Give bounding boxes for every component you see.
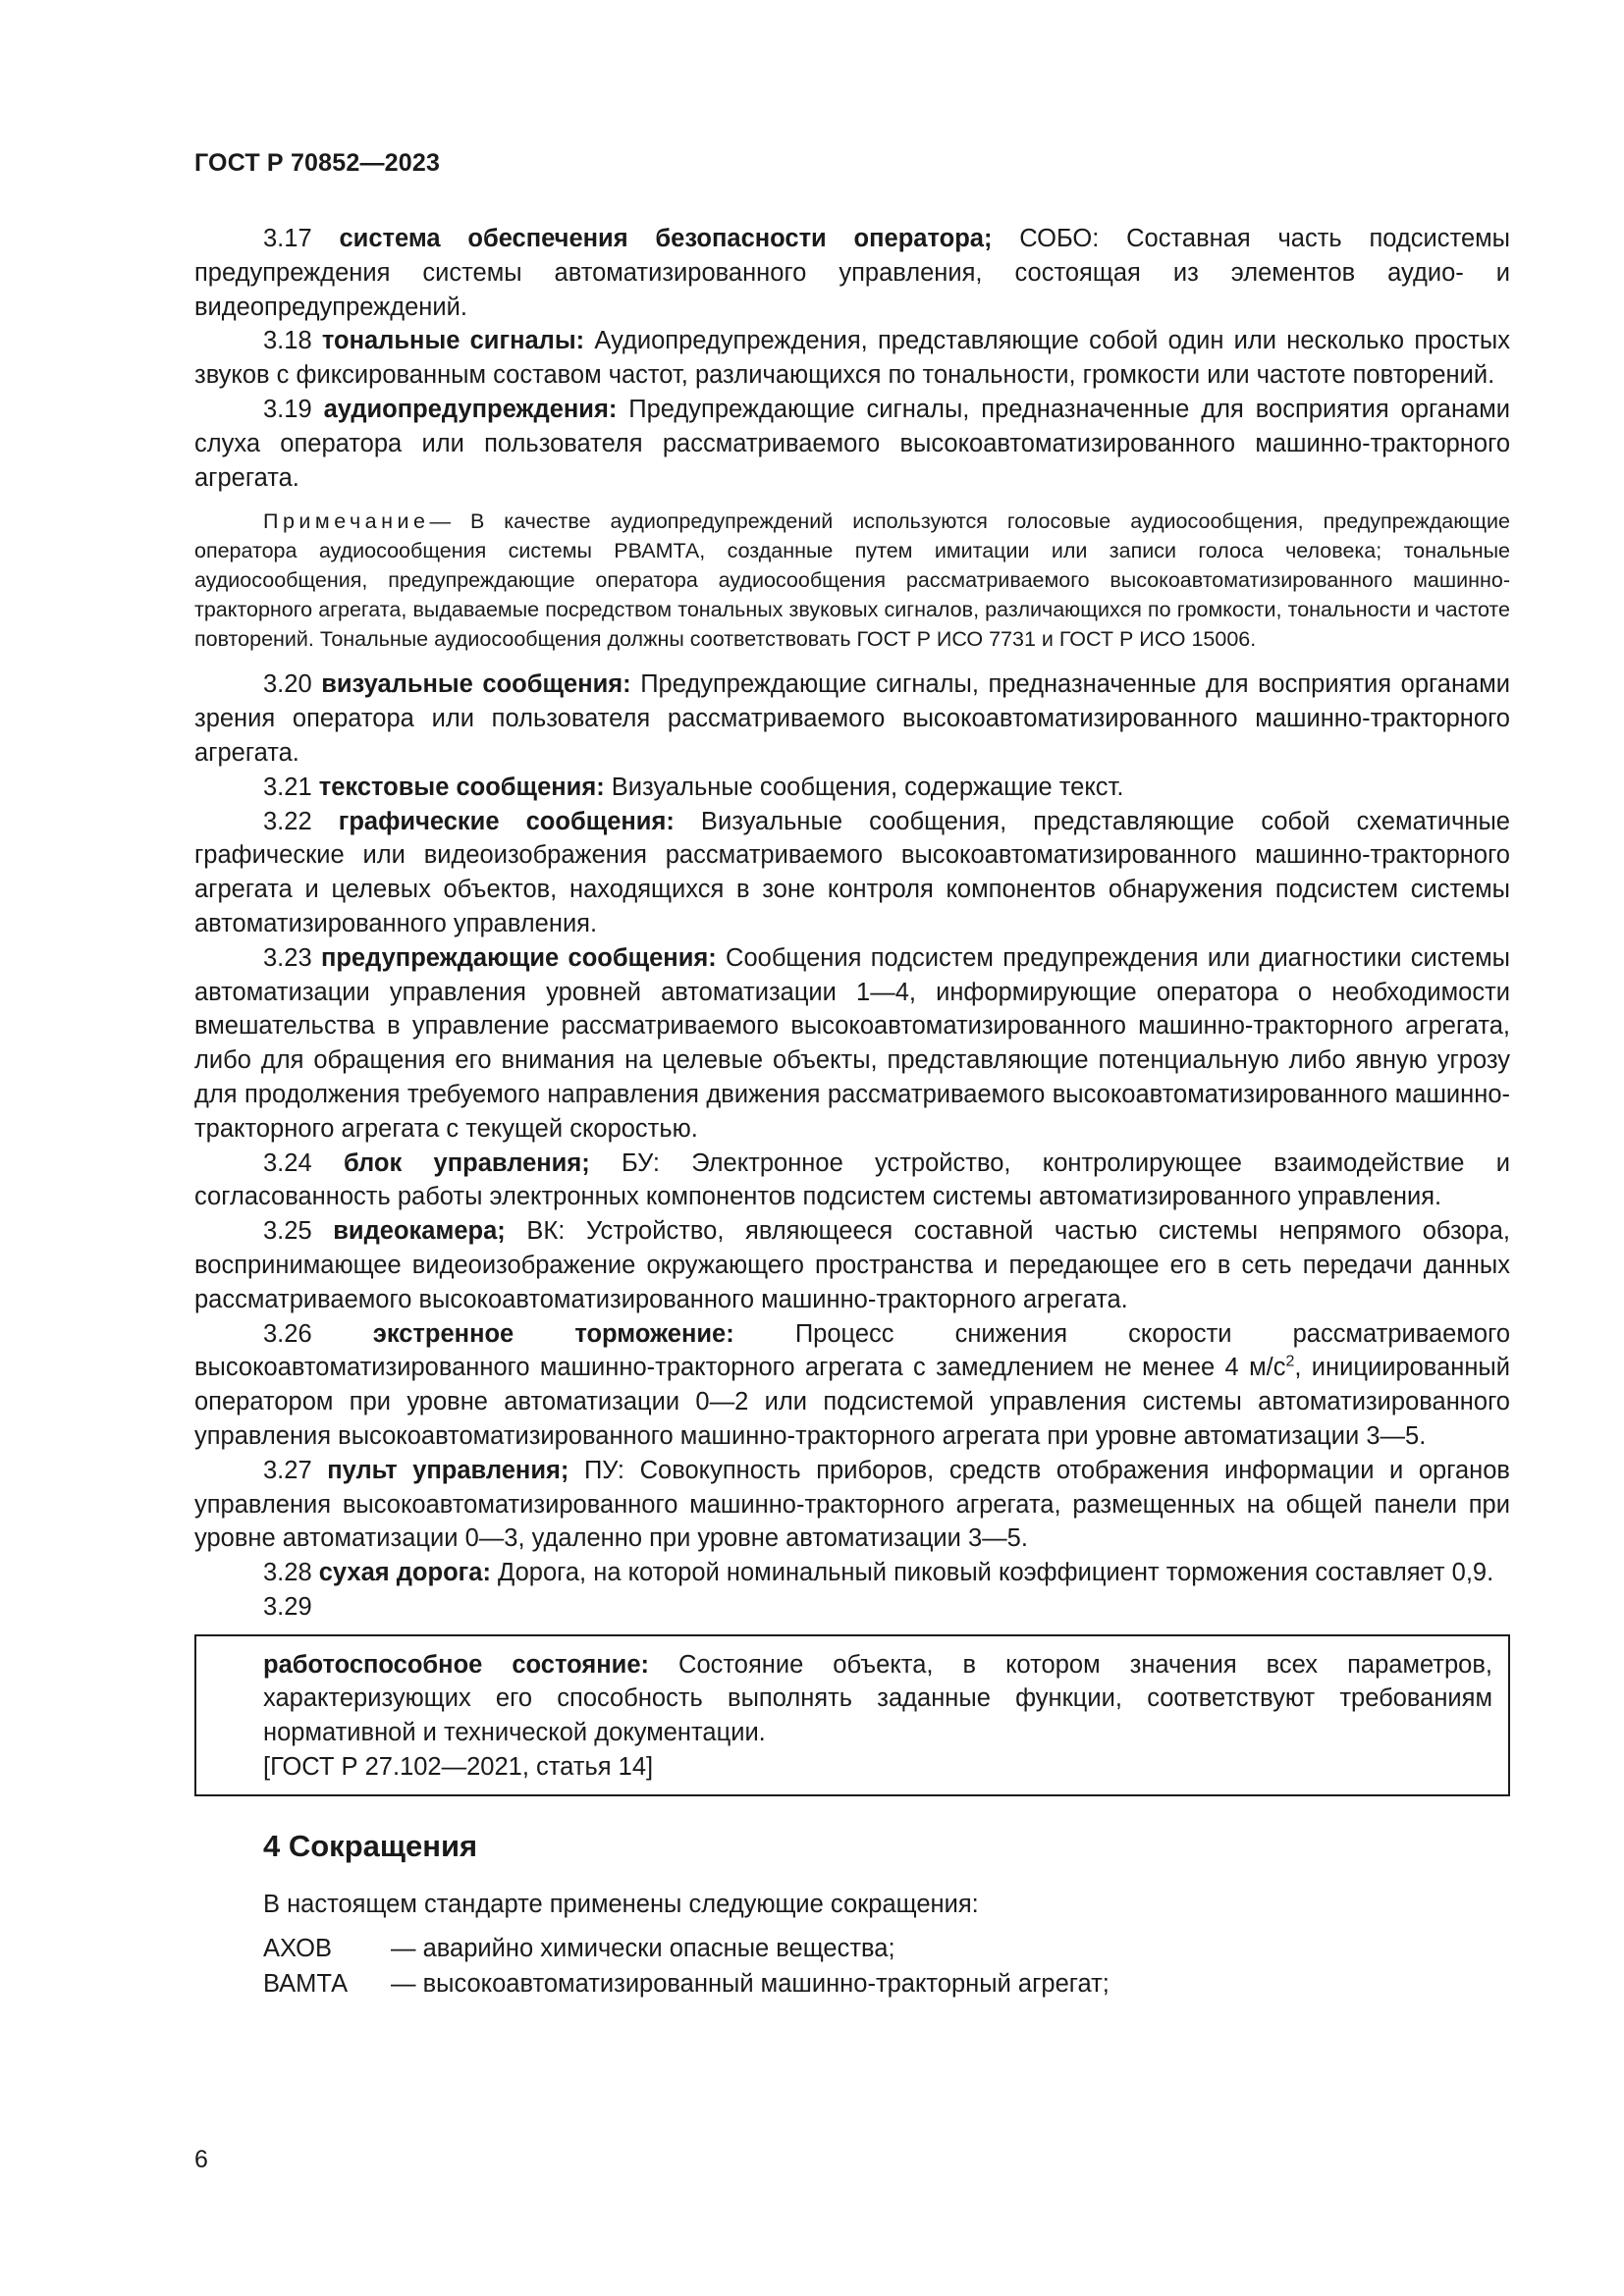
term-entry: 3.21 текстовые сообщения: Визуальные сообщения, содержащие текст. bbox=[263, 773, 1124, 801]
abbreviation-row bbox=[194, 1931, 1510, 1966]
definition-box bbox=[194, 1634, 1510, 1796]
section-intro: В настоящем стандарте применены следующие сокращения: bbox=[263, 1890, 979, 1918]
abbreviation-row bbox=[194, 1966, 1510, 2002]
page-number: 6 bbox=[194, 2146, 208, 2173]
term-entry: 3.23 предупреждающие сообщения: Сообщения подсистем предупреждения или диагностики системы автоматизации управления уровней автоматизации 1—4, информирующие оператора о необходимости вмешательства в управление рассматриваемого высокоавтоматизированного машинно-тракторного агрегата, либо для обращения его внимания на целевые объекты, представляющие потенциальную либо явную угрозу для продолжения требуемого направления движения рассматриваемого высокоавтоматизированного машинно-тракторного агрегата с текущей скоростью. bbox=[194, 943, 1510, 1143]
abbreviation-definition: — аварийно химически опасные вещества; bbox=[391, 1935, 895, 1963]
document-header: ГОСТ Р 70852—2023 bbox=[194, 149, 441, 177]
term-entry: 3.19 аудиопредупреждения: Предупреждающие сигналы, предназначенные для восприятия органами слуха оператора или пользователя рассматриваемого высокоавтоматизированного машинно-тракторного агрегата. bbox=[194, 395, 1510, 492]
abbreviation-definition: — высокоавтоматизированный машинно-тракторный агрегат; bbox=[391, 1970, 1110, 1999]
term-entry: 3.24 блок управления; БУ: Электронное устройство, контролирующее взаимодействие и согласованность работы электронных компонентов подсистем системы автоматизированного управления. bbox=[194, 1148, 1510, 1211]
term-entry: 3.22 графические сообщения: Визуальные сообщения, представляющие собой схематичные графические или видеоизображения рассматриваемого высокоавтоматизированного машинно-тракторного агрегата и целевых объектов, находящихся в зоне контроля компонентов обнаружения подсистем системы автоматизированного управления. bbox=[194, 807, 1510, 937]
term-entry: 3.28 сухая дорога: Дорога, на которой номинальный пиковый коэффициент торможения составляет 0,9. bbox=[263, 1559, 1494, 1587]
note-label: Примечание bbox=[263, 509, 430, 534]
section-title: 4 Сокращения bbox=[263, 1828, 478, 1863]
note bbox=[194, 507, 1510, 654]
abbreviation: ВАМТА bbox=[263, 1970, 349, 1999]
term-entry: 3.26 экстренное торможение: Процесс снижения скорости рассматриваемого высокоавтоматизированного машинно-тракторного агрегата с замедлением не менее 4 $м/с^2$, инициированный оператором при уровне автоматизации 0—2 или подсистемой управления системы автоматизированного управления высокоавтоматизированного машинно-тракторного агрегата при уровне автоматизации 3—5. bbox=[194, 1319, 1511, 1450]
term-entry: 3.25 видеокамера; ВК: Устройство, являющееся составной частью системы непрямого обзора, воспринимающее видеоизображение окружающего пространства и передающее его в сеть передачи данных рассматриваемого высокоавтоматизированного машинно-тракторного агрегата. bbox=[194, 1217, 1510, 1313]
boxed-definition: работоспособное состояние: Состояние объекта, в котором значения всех параметров, характеризующих его способность выполнять заданные функции, соответствуют требованиям нормативной и технической документации. bbox=[263, 1650, 1492, 1747]
superscript: 2 bbox=[1285, 1353, 1295, 1370]
term-number: 3.29 bbox=[263, 1592, 312, 1621]
term-entry: 3.18 тональные сигналы: Аудиопредупреждения, представляющие собой один или несколько простых звуков с фиксированным составом частот, различающихся по тональности, громкости или частоте повторений. bbox=[194, 327, 1510, 390]
note-text: — В качестве аудиопредупреждений используются голосовые аудиосообщения, предупреждающие оператора аудиосообщения системы РВАМТА, созданные путем имитации или записи голоса человека; тональные аудиосообщения, предупреждающие оператора аудиосообщения рассматриваемого высокоавтоматизированного машинно-тракторного агрегата, выдаваемые посредством тональных звуковых сигналов, различающихся по громкости, тональности и частоте повторений. Тональные аудиосообщения должны соответствовать ГОСТ Р ИСО 7731 и ГОСТ Р ИСО 15006. bbox=[194, 509, 1510, 652]
definition-source: [ГОСТ Р 27.102—2021, статья 14] bbox=[263, 1753, 654, 1782]
term-entry: 3.20 визуальные сообщения: Предупреждающие сигналы, предназначенные для восприятия органами зрения оператора или пользователя рассматриваемого высокоавтоматизированного машинно-тракторного агрегата. bbox=[194, 670, 1510, 767]
term-entry: 3.27 пульт управления; ПУ: Совокупность приборов, средств отображения информации и органов управления высокоавтоматизированного машинно-тракторного агрегата, размещенных на общей панели при уровне автоматизации 0—3, удаленно при уровне автоматизации 3—5. bbox=[194, 1456, 1510, 1553]
abbreviation: АХОВ bbox=[263, 1935, 333, 1963]
document-body bbox=[194, 222, 1510, 2002]
term-entry: 3.17 система обеспечения безопасности оператора; СОБО: Составная часть подсистемы предупреждения системы автоматизированного управления, состоящая из элементов аудио- и видеопредупреждений. bbox=[194, 225, 1510, 321]
